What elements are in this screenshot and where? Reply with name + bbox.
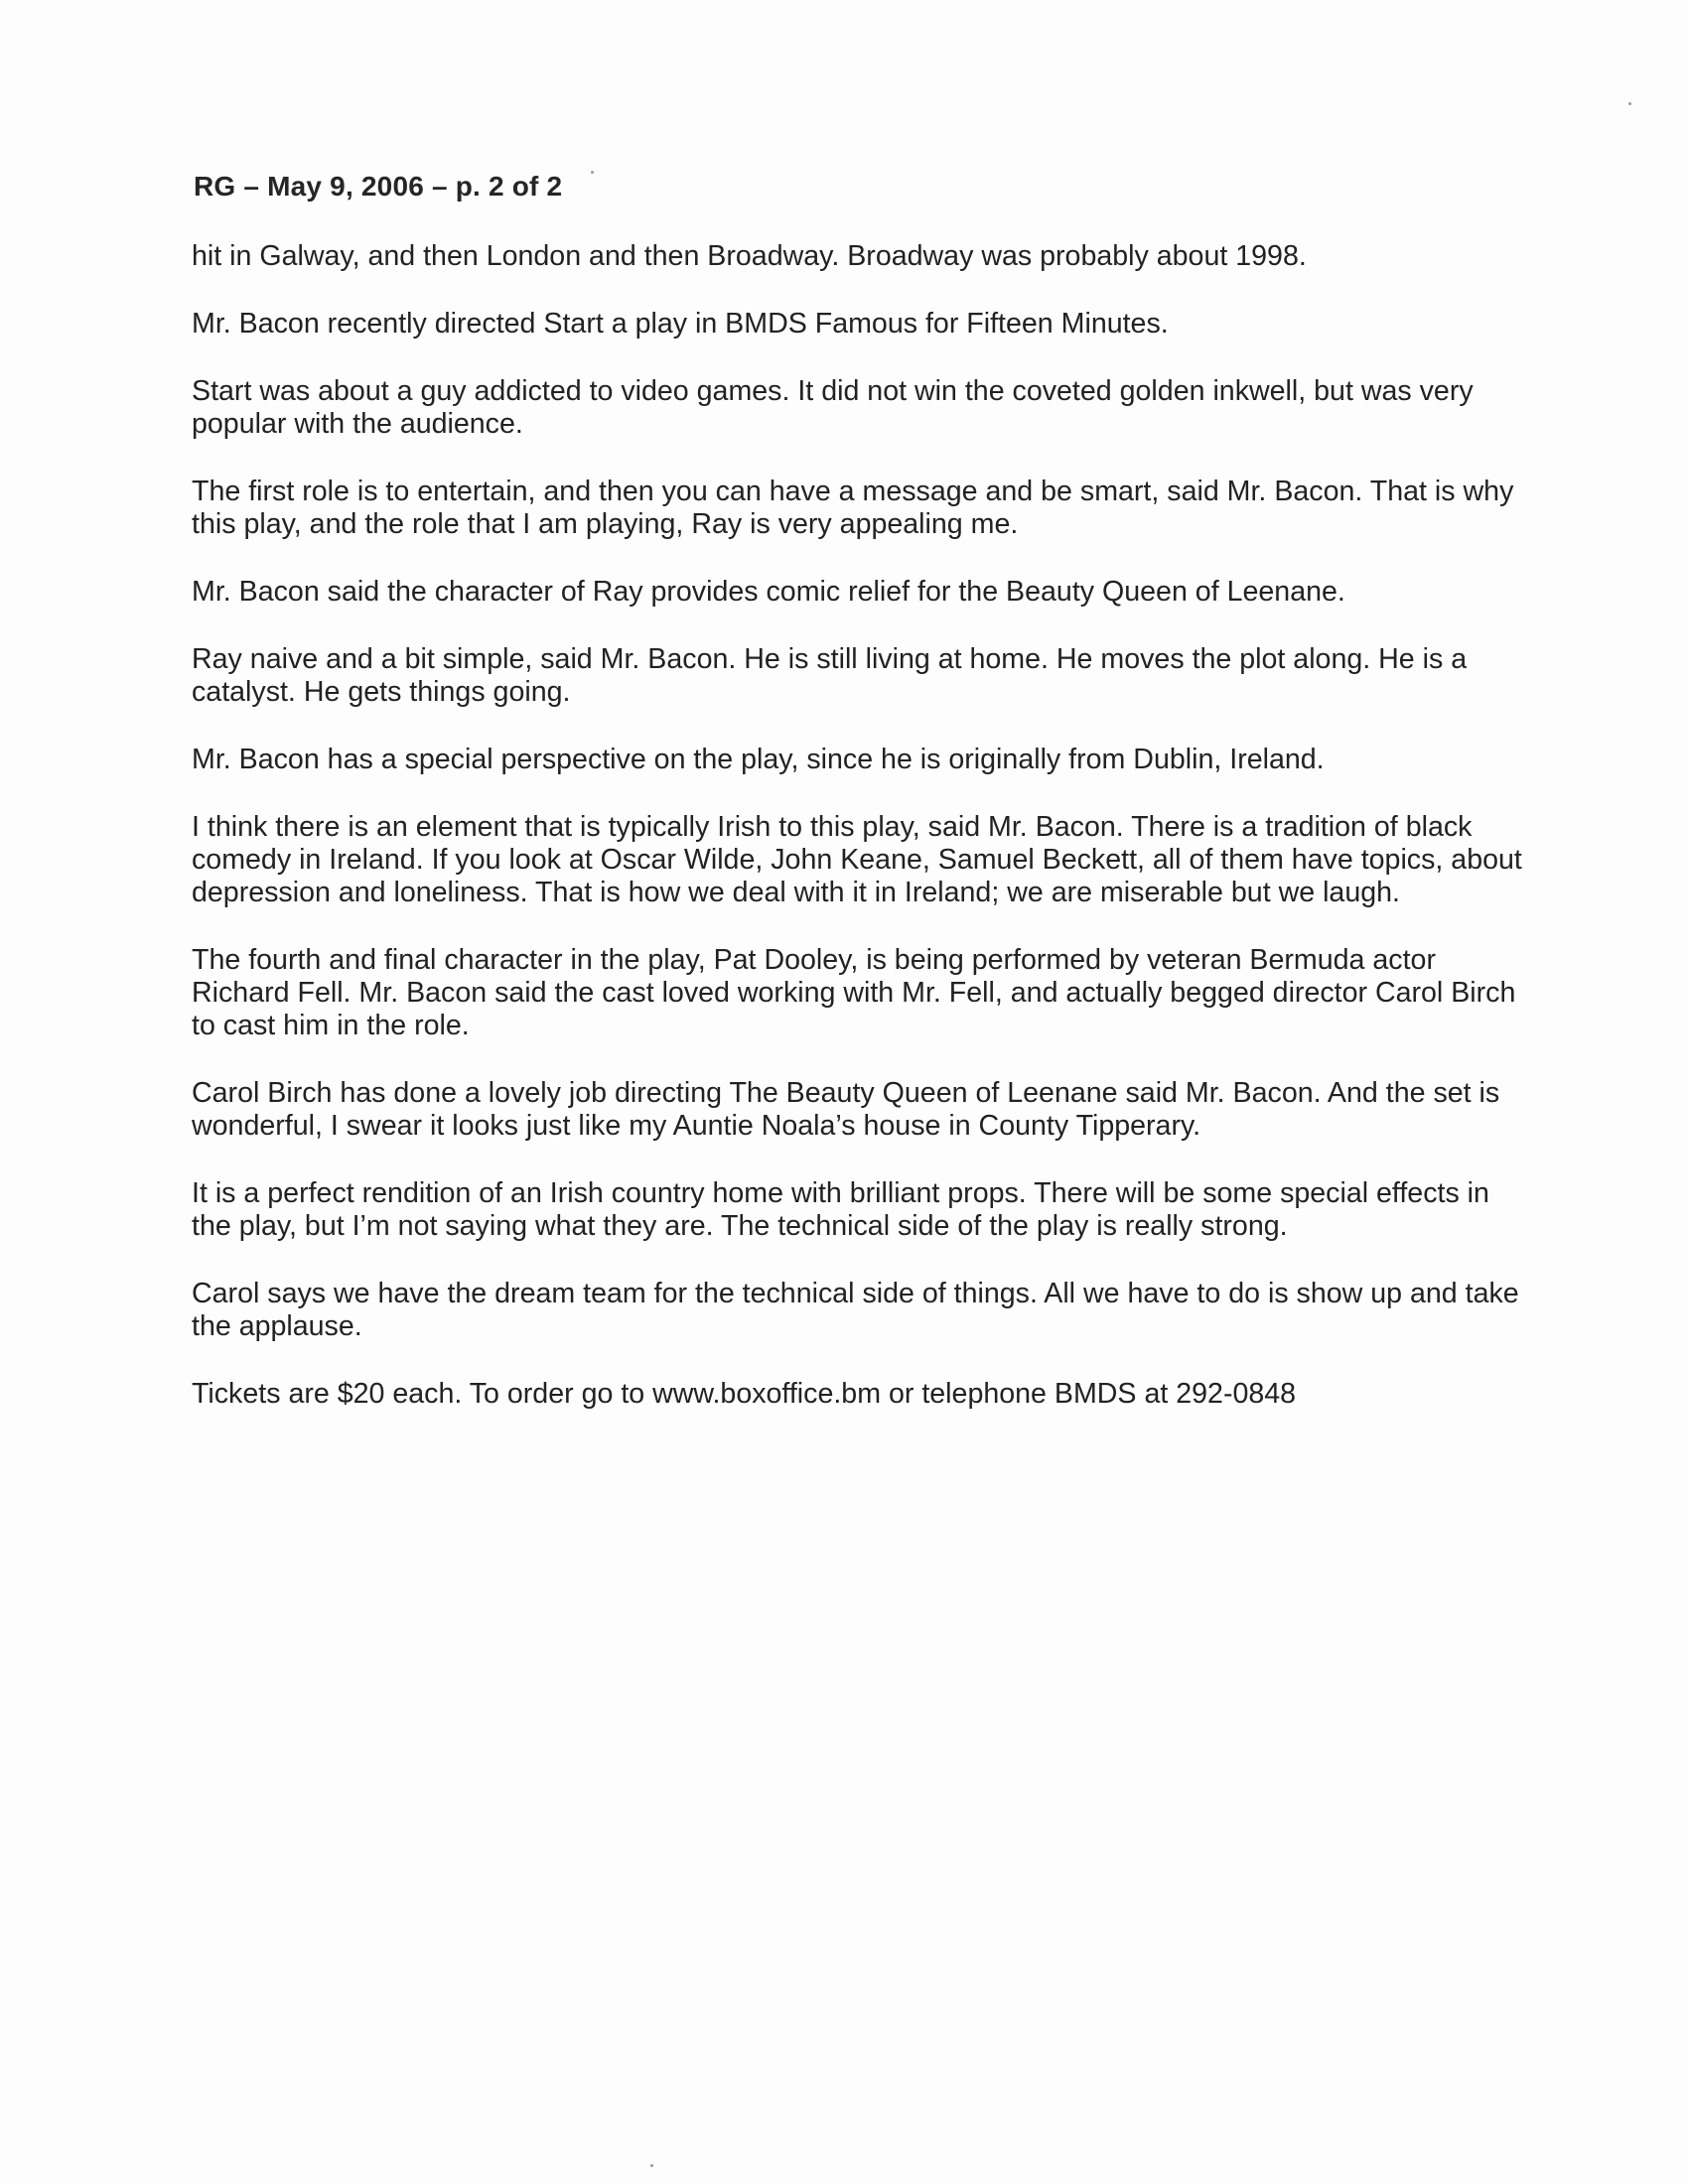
paragraph: Mr. Bacon recently directed Start a play in BMDS Famous for Fifteen Minutes. — [192, 308, 1169, 340]
scan-speck — [650, 2164, 653, 2167]
paragraph: Start was about a guy addicted to video games. It did not win the coveted golden inkwell, but was very popular with the audience. — [192, 375, 1474, 440]
paragraph: It is a perfect rendition of an Irish country home with brilliant props. There will be some special effects in the play, but I’m not saying what they are. The technical side of the play is really strong. — [192, 1177, 1489, 1242]
paragraph: Mr. Bacon said the character of Ray provides comic relief for the Beauty Queen of Leenane. — [192, 576, 1345, 608]
paragraph: Tickets are $20 each. To order go to www.boxoffice.bm or telephone BMDS at 292-0848 — [192, 1378, 1297, 1410]
article-body — [192, 240, 1522, 1445]
paragraph: Carol Birch has done a lovely job directing The Beauty Queen of Leenane said Mr. Bacon. And the set is wonderful, I swear it looks just like my Auntie Noala’s house in County Tipperary. — [192, 1077, 1500, 1142]
paragraph: Ray naive and a bit simple, said Mr. Bacon. He is still living at home. He moves the plot along. He is a catalyst. He gets things going. — [192, 643, 1468, 708]
paragraph: Carol says we have the dream team for the technical side of things. All we have to do is show up and take the applause. — [192, 1278, 1519, 1342]
scan-speck — [591, 171, 594, 174]
page-header: RG – May 9, 2006 – p. 2 of 2 — [194, 171, 563, 202]
paragraph: I think there is an element that is typically Irish to this play, said Mr. Bacon. There is a tradition of black comedy in Ireland. If you look at Oscar Wilde, John Keane, Samuel Beckett, all of them have topics, about depression and loneliness. That is how we deal with it in Ireland; we are miserable but we laugh. — [192, 811, 1522, 908]
scan-speck — [1628, 102, 1631, 105]
paragraph: Mr. Bacon has a special perspective on the play, since he is originally from Dublin, Ireland. — [192, 744, 1325, 775]
paragraph: The first role is to entertain, and then you can have a message and be smart, said Mr. Bacon. That is why this play, and the role that I am playing, Ray is very appealing me. — [192, 476, 1514, 540]
paragraph: The fourth and final character in the play, Pat Dooley, is being performed by veteran Bermuda actor Richard Fell. Mr. Bacon said the cast loved working with Mr. Fell, and actually begged director Carol Birch to cast him in the role. — [192, 944, 1516, 1041]
paragraph: hit in Galway, and then London and then Broadway. Broadway was probably about 1998. — [192, 240, 1307, 272]
